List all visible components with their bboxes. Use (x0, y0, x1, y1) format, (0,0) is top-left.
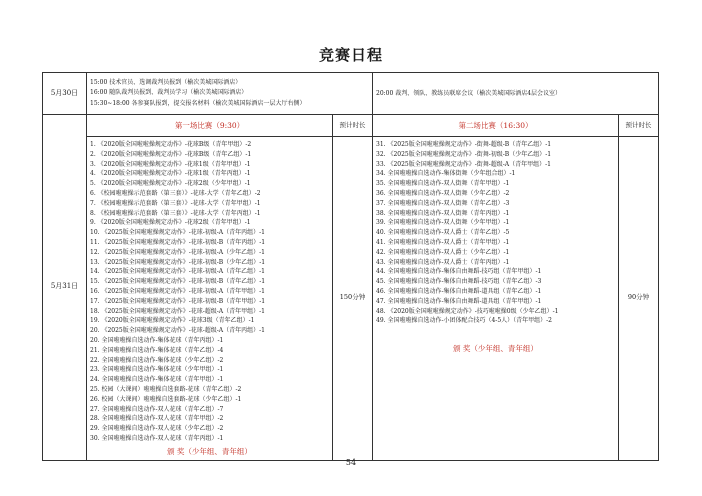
day1-line: 15:30~18:00 各参赛队报到，提交报名材料（榆次美城国际酒店一层大厅右侧） (90, 99, 306, 107)
page-number: 54 (345, 458, 357, 467)
schedule-item: 37. 全国啦啦操自选动作-双人街舞（青年乙组）-3 (376, 199, 510, 207)
schedule-item: 30. 全国啦啦操自选动作-双人花球（青年丙组）-1 (90, 434, 224, 442)
schedule-item: 28. 全国啦啦操自选动作-双人花球（青年甲组）-2 (90, 415, 224, 423)
schedule-item: 16. 《2025版全国啦啦操规定动作》-花球-初级-A（青年甲组）-1 (90, 287, 265, 295)
schedule-item: 17. 《2025版全国啦啦操规定动作》-花球-初级-B（青年甲组）-1 (90, 297, 266, 305)
schedule-item: 32. 《2025版全国啦啦操规定动作》-街舞-初级-B（少年乙组）-1 (376, 150, 552, 158)
row-session-headings (43, 115, 659, 137)
schedule-item: 21. 全国啦啦操自选动作-集体花球（青年乙组）-4 (90, 346, 224, 354)
award-ceremony: 颁 奖（少年组、青年组） (453, 344, 538, 354)
session1-items (87, 137, 333, 461)
schedule-item: 36. 全国啦啦操自选动作-双人街舞（少年乙组）-2 (376, 189, 510, 197)
schedule-item: 22. 全国啦啦操自选动作-集体花球（少年乙组）-2 (90, 356, 224, 364)
schedule-item: 7. 《校园啦啦操示范套路（第三套）》-花球-大学（青年甲组）-1 (90, 199, 261, 207)
schedule-item: 33. 《2025版全国啦啦操规定动作》-街舞-超级-A（青年甲组）-1 (376, 160, 551, 168)
schedule-item: 2. 《2020版全国啦啦操规定动作》-花球B级（青年乙组）-1 (90, 150, 252, 158)
session2-duration: 90分钟 (619, 137, 659, 461)
schedule-item: 43. 全国啦啦操自选动作-双人爵士（青年丙组）-1 (376, 258, 510, 266)
schedule-item: 20. 《2025版全国啦啦操规定动作》-花球-超级-A（青年丙组）-1 (90, 327, 265, 335)
schedule-table (42, 72, 659, 461)
schedule-item: 38. 全国啦啦操自选动作-双人街舞（青年丙组）-1 (376, 209, 510, 217)
schedule-item: 26. 校园（大课间）啦啦操自选套路-花球（少年乙组）-1 (90, 395, 242, 403)
schedule-item: 44. 全国啦啦操自选动作-集体自由舞蹈-技巧组（青年甲组）-1 (376, 268, 542, 276)
session1-heading: 第一场比赛（9:30） (87, 115, 333, 137)
schedule-item: 15. 《2025版全国啦啦操规定动作》-花球-初级-B（青年乙组）-1 (90, 278, 266, 286)
date-cell-day1: 5月30日 (43, 73, 87, 115)
schedule-item: 10. 《2025版全国啦啦操规定动作》-花球-初级-A（青年丙组）-1 (90, 229, 265, 237)
schedule-item: 14. 《2025版全国啦啦操规定动作》-花球-初级-A（青年乙组）-1 (90, 268, 265, 276)
schedule-item: 11. 《2025版全国啦啦操规定动作》-花球-初级-B（青年丙组）-1 (90, 238, 266, 246)
schedule-item: 45. 全国啦啦操自选动作-集体自由舞蹈-技巧组（青年乙组）-3 (376, 278, 542, 286)
schedule-item: 23. 全国啦啦操自选动作-集体花球（少年甲组）-1 (90, 366, 224, 374)
day1-meeting: 20:00 裁判、领队、教练员联席会议（榆次美城国际酒店4层会议室） (376, 89, 562, 97)
session2-items (373, 137, 619, 461)
schedule-item: 19. 《2020版全国啦啦操规定动作》-花球3级（青年乙组）-1 (90, 317, 255, 325)
duration-header-2: 预计时长 (619, 115, 659, 137)
row-session-items (43, 137, 659, 461)
schedule-item: 13. 《2025版全国啦啦操规定动作》-花球-初级-B（少年乙组）-1 (90, 258, 266, 266)
page-title: 竞赛日程 (318, 46, 383, 64)
row-day1 (43, 73, 659, 115)
day1-left-cell (87, 73, 373, 115)
schedule-item: 27. 全国啦啦操自选动作-双人花球（青年乙组）-7 (90, 405, 224, 413)
schedule-item: 20. 全国啦啦操自选动作-集体花球（青年丙组）-1 (90, 336, 224, 344)
schedule-item: 48. 《2020版全国啦啦操规定动作》-技巧啦啦操0级（少年乙组）-1 (376, 307, 559, 315)
schedule-item: 12. 《2025版全国啦啦操规定动作》-花球-初级-A（少年乙组）-1 (90, 248, 265, 256)
day1-right-cell (373, 73, 659, 115)
schedule-item: 29. 全国啦啦操自选动作-双人花球（少年乙组）-2 (90, 425, 224, 433)
schedule-item: 3. 《2020版全国啦啦操规定动作》-花球1级（青年甲组）-1 (90, 160, 251, 168)
schedule-item: 49. 全国啦啦操自选动作-小团体配合技巧（4-5人）（青年甲组）-2 (376, 317, 552, 325)
schedule-item: 8. 《校园啦啦操示范套路（第三套）》-花球-大学（青年丙组）-1 (90, 209, 261, 217)
schedule-item: 40. 全国啦啦操自选动作-双人爵士（青年乙组）-5 (376, 229, 510, 237)
schedule-item: 46. 全国啦啦操自选动作-集体自由舞蹈-道具组（青年乙组）-1 (376, 287, 542, 295)
award-ceremony: 颁 奖（少年组、青年组） (167, 446, 252, 456)
schedule-item: 6. 《校园啦啦操示范套路（第三套）》-花球-大学（青年乙组）-2 (90, 189, 261, 197)
schedule-item: 24. 全国啦啦操自选动作-集体花球（青年甲组）-1 (90, 376, 224, 384)
schedule-item: 18. 《2025版全国啦啦操规定动作》-花球-超级-A（青年甲组）-1 (90, 307, 265, 315)
date-cell-day2: 5月31日 (43, 115, 87, 461)
schedule-item: 5. 《2020版全国啦啦操规定动作》-花球2级（少年甲组）-1 (90, 180, 251, 188)
schedule-item: 9. 《2020版全国啦啦操规定动作》-花球2级（青年甲组）-1 (90, 219, 251, 227)
day1-line: 15:00 技术官员、选调裁判员报到（榆次美城国际酒店） (90, 78, 242, 86)
schedule-item: 34. 全国啦啦操自选动作-集体街舞（少年组合组）-1 (376, 170, 516, 178)
schedule-item: 25. 校园（大课间）啦啦操自选套路-花球（青年乙组）-2 (90, 385, 242, 393)
schedule-item: 47. 全国啦啦操自选动作-集体自由舞蹈-道具组（青年甲组）-1 (376, 297, 542, 305)
schedule-item: 1. 《2020版全国啦啦操规定动作》-花球B级（青年甲组）-2 (90, 141, 252, 148)
schedule-item: 31. 《2025版全国啦啦操规定动作》-街舞-超级-B（青年乙组）-1 (376, 141, 552, 148)
session2-heading: 第二场比赛（16:30） (373, 115, 619, 137)
schedule-item: 39. 全国啦啦操自选动作-双人街舞（少年甲组）-1 (376, 219, 510, 227)
schedule-item: 41. 全国啦啦操自选动作-双人爵士（青年甲组）-1 (376, 238, 510, 246)
day1-line: 16:00 随队裁判员报到、裁判员学习（榆次美城国际酒店） (90, 89, 248, 97)
schedule-item: 42. 全国啦啦操自选动作-双人爵士（少年乙组）-1 (376, 248, 510, 256)
session1-duration: 150分钟 (333, 137, 373, 461)
schedule-item: 35. 全国啦啦操自选动作-双人街舞（青年甲组）-1 (376, 180, 510, 188)
schedule-item: 4. 《2020版全国啦啦操规定动作》-花球1级（青年丙组）-1 (90, 170, 251, 178)
duration-header-1: 预计时长 (333, 115, 373, 137)
